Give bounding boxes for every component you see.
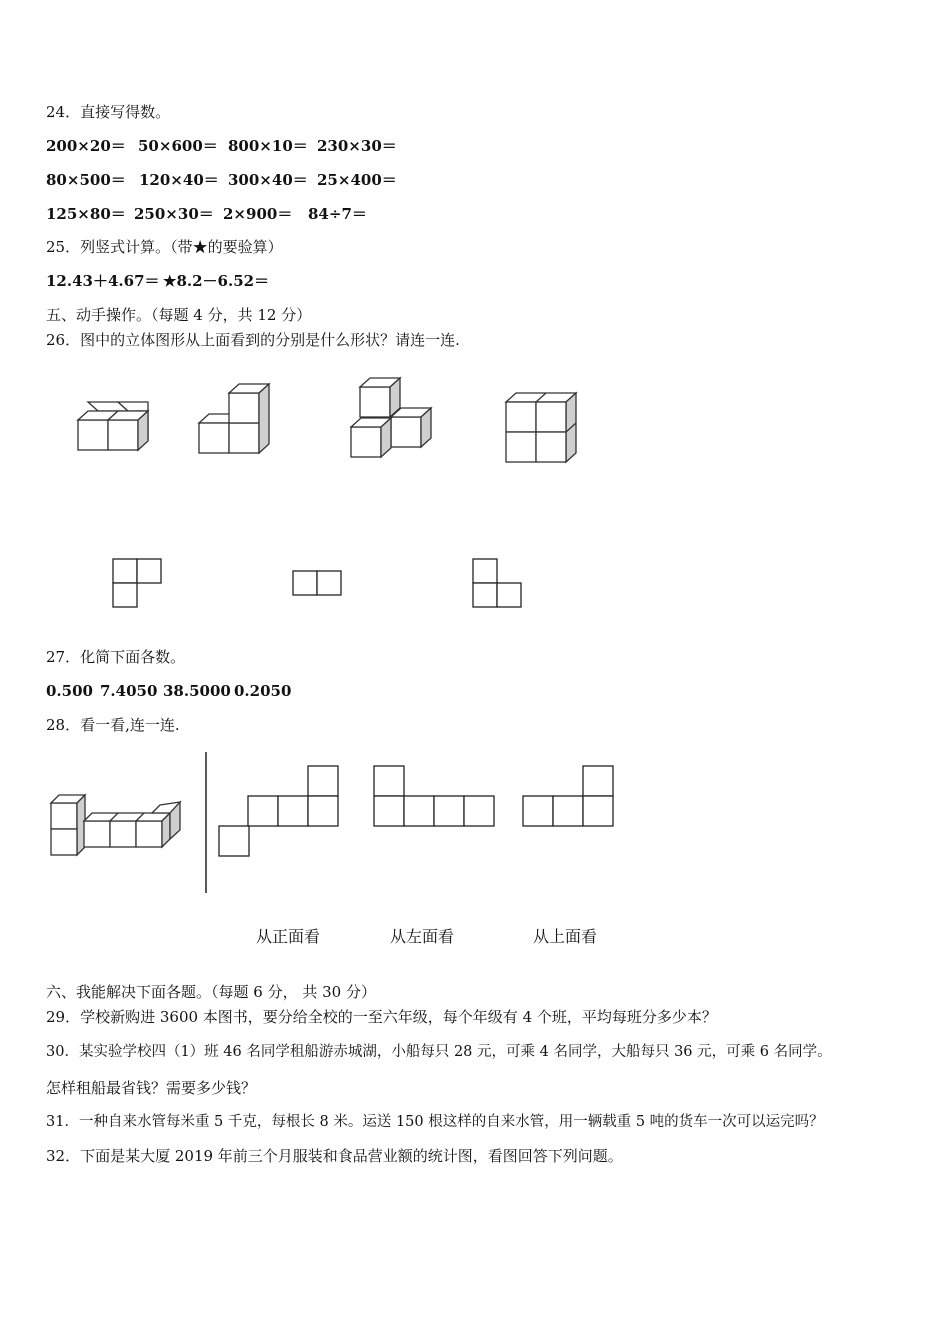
q24-item: 230×30＝	[317, 137, 397, 155]
q31-text: 31．一种自来水管每米重 5 千克，每根长 8 米。运送 150 根这样的自来水管，用一辆载重 5 吨的货车一次可以运完吗？	[46, 1114, 824, 1130]
q27-row	[46, 681, 291, 701]
q25-item: ★8.2－6.52＝	[163, 272, 270, 290]
q28-solid	[51, 795, 180, 855]
view-label-top: 从上面看	[533, 927, 598, 946]
q26-solid-3	[351, 378, 431, 457]
q26-view-3	[473, 559, 521, 607]
q24-item: 800×10＝	[228, 137, 308, 155]
q25-row	[46, 271, 269, 291]
q24-item: 250×30＝	[134, 205, 214, 223]
q26-solid-1	[78, 402, 148, 450]
q24-item: 84÷7＝	[308, 205, 367, 223]
q27-item: 7.4050	[100, 682, 158, 700]
q26-view-1	[113, 559, 161, 607]
q24-item: 2×900＝	[223, 205, 293, 223]
q26-title: 26．图中的立体图形从上面看到的分别是什么形状？请连一连.	[46, 331, 460, 349]
q26-solid-4	[506, 393, 576, 462]
view-label-front: 从正面看	[256, 927, 321, 946]
q25-title: 25．列竖式计算。（带★的要验算）	[46, 238, 283, 256]
q24-item: 25×400＝	[317, 171, 397, 189]
q29-text: 29．学校新购进 3600 本图书，要分给全校的一至六年级，每个年级有 4 个班，平均每班分多少本？	[46, 1008, 717, 1026]
q28-title: 28．看一看,连一连.	[46, 716, 180, 734]
q28-view-b	[374, 766, 494, 826]
q24-row-3	[46, 204, 367, 224]
q24-item: 300×40＝	[228, 171, 308, 189]
q24-title: 24．直接写得数。	[46, 103, 171, 121]
q24-row-2	[46, 170, 397, 190]
q27-item: 0.500	[46, 682, 93, 700]
q28-view-a	[219, 766, 338, 856]
view-label-left: 从左面看	[390, 927, 455, 946]
q24-item: 120×40＝	[139, 171, 219, 189]
q24-item: 50×600＝	[138, 137, 218, 155]
q30-line1: 30．某实验学校四（1）班 46 名同学租船游赤城湖，小船每只 28 元，可乘 4 名同学，大船每只 36 元，可乘 6 名同学。	[46, 1044, 832, 1060]
q25-item: 12.43＋4.67＝	[46, 272, 160, 290]
section5-title: 五、动手操作。（每题 4 分，共 12 分）	[46, 306, 312, 324]
q27-title: 27．化简下面各数。	[46, 648, 186, 666]
q24-row-1	[46, 136, 397, 156]
q27-item: 0.2050	[234, 682, 292, 700]
q28-view-c	[523, 766, 613, 826]
q24-item: 80×500＝	[46, 171, 126, 189]
q24-item: 200×20＝	[46, 137, 126, 155]
q26-view-2	[293, 571, 341, 595]
q27-item: 38.5000	[163, 682, 231, 700]
q26-solid-2	[199, 384, 269, 453]
section6-title: 六、我能解决下面各题。（每题 6 分， 共 30 分）	[46, 983, 376, 1001]
q24-item: 125×80＝	[46, 205, 126, 223]
q30-line2: 怎样租船最省钱？需要多少钱？	[46, 1079, 257, 1097]
q32-text: 32．下面是某大厦 2019 年前三个月服装和食品营业额的统计图，看图回答下列问题。	[46, 1147, 623, 1165]
